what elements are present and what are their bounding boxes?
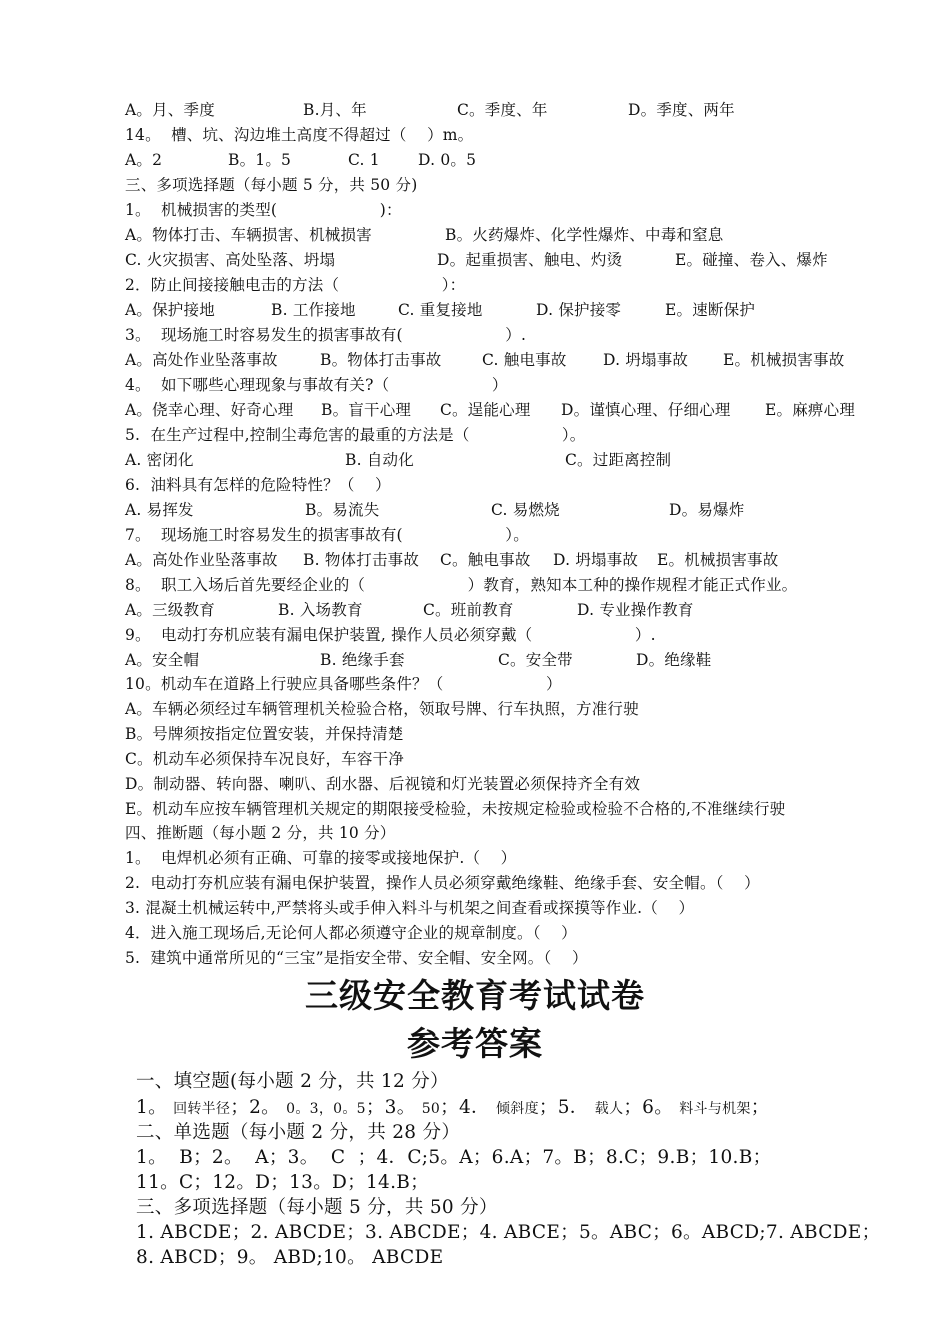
fill-answer: 载人 — [594, 1101, 624, 1117]
option: E。速断保护 — [665, 301, 756, 319]
answer-single-line-2: 11。C；12。D；13。D；14.B； — [136, 1172, 429, 1193]
answer-title: 三级安全教育考试试卷 — [305, 976, 645, 1015]
option: E。机械损害事故 — [657, 551, 779, 569]
s3-q1-options-row1 — [125, 223, 724, 247]
s3-q10-option-c: C。机动车必须保持车况良好，车容干净 — [125, 750, 404, 768]
option: D. 坍塌事故 — [553, 551, 639, 569]
answer-fill-heading: 一、填空题(每小题 2 分，共 12 分） — [136, 1071, 449, 1092]
s3-q1-question: 1。 机械损害的类型( )： — [125, 201, 402, 219]
fill-answer: 0。3，0。5 — [286, 1101, 366, 1117]
s3-q2-options — [125, 298, 756, 322]
option: D。季度、两年 — [628, 101, 735, 119]
s4-item-4: 4．进入施工现场后,无论何人都必须遵守企业的规章制度。（ ） — [125, 924, 577, 942]
s3-q8-question: 8。 职工入场后首先要经企业的（ ）教育，熟知本工种的操作规程才能正式作业。 — [125, 576, 798, 594]
option: C. 触电事故 — [482, 351, 567, 369]
answer-multi-line-2: 8. ABCD；9。 ABD;10。 ABCDE — [136, 1247, 444, 1268]
fill-num: 1。 — [136, 1097, 167, 1118]
option: D。易爆炸 — [669, 501, 745, 519]
answer-subtitle: 参考答案 — [407, 1024, 543, 1063]
s3-q5-options — [125, 448, 672, 472]
option: B. 绝缘手套 — [320, 651, 405, 669]
s3-q10-option-e: E。机动车应按车辆管理机关规定的期限接受检验，未按规定检验或检验不合格的,不准继续行驶 — [125, 800, 786, 818]
s3-q10-option-a: A。车辆必须经过车辆管理机关检验合格，领取号牌、行车执照，方准行驶 — [125, 700, 639, 718]
fill-end: ； — [750, 1097, 770, 1118]
option: C。季度、年 — [457, 101, 548, 119]
option: C。班前教育 — [423, 601, 514, 619]
s4-item-5: 5. 建筑中通常所见的“三宝”是指安全带、安全帽、安全网。（ ） — [125, 949, 588, 967]
q14-question: 14。 槽、坑、沟边堆土高度不得超过（ ）m。 — [125, 126, 474, 144]
s3-q10-option-d: D。制动器、转向器、喇叭、刮水器、后视镜和灯光装置必须保持齐全有效 — [125, 775, 641, 793]
fill-answer: 料斗与机架 — [679, 1101, 751, 1117]
fill-num: ；6。 — [623, 1097, 674, 1118]
section3-heading: 三、多项选择题（每小题 5 分，共 50 分) — [125, 176, 418, 194]
s3-q4-options — [125, 398, 856, 422]
fill-num: ；3。 — [365, 1097, 416, 1118]
option: B. 物体打击事故 — [303, 551, 420, 569]
section4-heading: 四、推断题（每小题 2 分，共 10 分） — [125, 824, 396, 842]
option: B。1。5 — [228, 151, 292, 169]
answer-fill-line — [136, 1095, 770, 1121]
s3-q2-question: 2．防止间接接触电击的方法（ ）： — [125, 276, 466, 294]
option: A。月、季度 — [125, 101, 215, 119]
option: C。触电事故 — [440, 551, 531, 569]
q13-options — [125, 98, 735, 122]
s3-q6-options — [125, 498, 745, 522]
option: E。麻痹心理 — [765, 401, 856, 419]
fill-answer: 50 — [421, 1101, 441, 1117]
option: C. 易燃烧 — [491, 501, 560, 519]
s3-q10-question: 10。机动车在道路上行驶应具备哪些条件？（ ） — [125, 675, 562, 693]
option: C. 火灾损害、高处坠落、坍塌 — [125, 251, 336, 269]
option: C。过距离控制 — [565, 451, 672, 469]
s3-q8-options — [125, 598, 694, 622]
option: B。火药爆炸、化学性爆炸、中毒和窒息 — [445, 226, 724, 244]
option: A。侥幸心理、好奇心理 — [125, 401, 294, 419]
s3-q9-options — [125, 648, 712, 672]
s3-q10-option-b: B。号牌须按指定位置安装，并保持清楚 — [125, 725, 404, 743]
s3-q4-question: 4。 如下哪些心理现象与事故有关?（ ） — [125, 376, 508, 394]
option: D. 坍塌事故 — [603, 351, 689, 369]
option: A。保护接地 — [125, 301, 215, 319]
option: A。2 — [125, 151, 163, 169]
option: D. 专业操作教育 — [577, 601, 694, 619]
option: A。高处作业坠落事故 — [125, 551, 278, 569]
s3-q1-options-row2 — [125, 248, 828, 272]
fill-num: ；5． — [538, 1097, 589, 1118]
answer-multi-line-1: 1. ABCDE；2. ABCDE；3. ABCDE；4. ABCE；5。ABC；6。ABCD;7. ABCDE； — [136, 1222, 881, 1243]
option: B.月、年 — [303, 101, 367, 119]
option: C. 重复接地 — [398, 301, 483, 319]
option: A。高处作业坠落事故 — [125, 351, 278, 369]
s3-q5-question: 5. 在生产过程中,控制尘毒危害的最重的方法是（ ）。 — [125, 426, 586, 444]
answer-single-heading: 二、单选题（每小题 2 分，共 28 分） — [136, 1122, 461, 1143]
option: D。起重损害、触电、灼烫 — [437, 251, 623, 269]
option: A。三级教育 — [125, 601, 215, 619]
option: A. 易挥发 — [125, 501, 194, 519]
option: E。碰撞、卷入、爆炸 — [675, 251, 828, 269]
s3-q3-question: 3。 现场施工时容易发生的损害事故有( ）. — [125, 326, 527, 344]
option: D. 0。5 — [418, 151, 477, 169]
option: D. 保护接零 — [536, 301, 622, 319]
option: A。安全帽 — [125, 651, 200, 669]
option: C. 1 — [348, 151, 380, 169]
fill-answer: 倾斜度 — [496, 1101, 539, 1117]
option: D。绝缘鞋 — [636, 651, 712, 669]
s3-q7-question: 7。 现场施工时容易发生的损害事故有( ）。 — [125, 526, 529, 544]
fill-num: ；4． — [440, 1097, 490, 1118]
option: B。物体打击事故 — [320, 351, 442, 369]
s3-q6-question: 6. 油料具有怎样的危险特性？（ ） — [125, 476, 391, 494]
s3-q9-question: 9。 电动打夯机应装有漏电保护装置, 操作人员必须穿戴（ ）. — [125, 626, 656, 644]
q14-options — [125, 148, 477, 172]
answer-single-line-1: 1。 B；2。 A；3。 C ；4．C;5。A；6.A；7。B；8.C；9.B；10.B； — [136, 1147, 772, 1168]
s4-item-3: 3. 混凝土机械运转中,严禁将头或手伸入料斗与机架之间查看或探摸等作业.（ ） — [125, 899, 695, 917]
option: B. 自动化 — [345, 451, 414, 469]
fill-num: ；2。 — [230, 1097, 280, 1118]
option: B. 工作接地 — [271, 301, 356, 319]
answer-multi-heading: 三、多项选择题（每小题 5 分，共 50 分） — [136, 1197, 498, 1218]
option: E。机械损害事故 — [723, 351, 845, 369]
option: B。盲干心理 — [321, 401, 412, 419]
option: C。安全带 — [498, 651, 573, 669]
fill-answer: 回转半径 — [173, 1101, 231, 1117]
s4-item-1: 1。 电焊机必须有正确、可靠的接零或接地保护.（ ） — [125, 849, 517, 867]
s4-item-2: 2. 电动打夯机应装有漏电保护装置，操作人员必须穿戴绝缘鞋、绝缘手套、安全帽。（ ） — [125, 874, 760, 892]
option: A. 密闭化 — [125, 451, 194, 469]
option: B. 入场教育 — [278, 601, 363, 619]
s3-q3-options — [125, 348, 845, 372]
option: A。物体打击、车辆损害、机械损害 — [125, 226, 372, 244]
s3-q7-options — [125, 548, 779, 572]
option: B。易流失 — [305, 501, 380, 519]
option: C。逞能心理 — [440, 401, 531, 419]
option: D。谨慎心理、仔细心理 — [561, 401, 731, 419]
